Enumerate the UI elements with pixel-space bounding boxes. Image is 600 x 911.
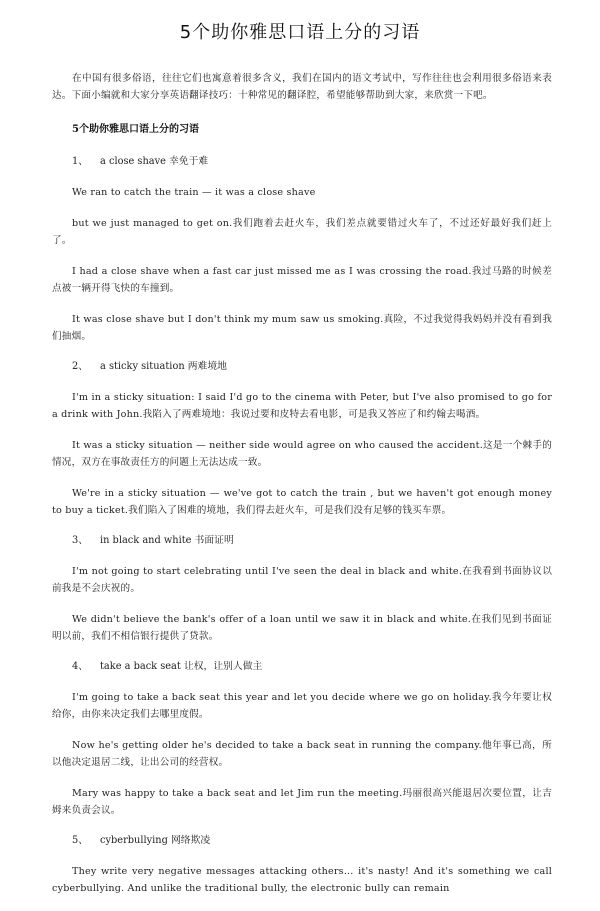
example-paragraph: I'm not going to start celebrating until I've seen the deal in black and white.在我看到书面协议以前我是不会庆祝的。 — [52, 566, 552, 594]
idiom-title: in black and white 书面证明 — [100, 535, 234, 546]
example-paragraph: We didn't believe the bank's offer of a loan until we saw it in black and white.在我们见到书面证明以前，我们不相信银行提供了贷款。 — [52, 614, 552, 642]
example-paragraph: I'm going to take a back seat this year and let you decide where we go on holiday.我今年要让权给你，由你来决定我们去哪里度假。 — [52, 692, 552, 720]
idiom-number: 5、 — [72, 835, 89, 846]
idiom-heading-4 — [52, 659, 552, 675]
idiom-title: a sticky situation 两难境地 — [100, 361, 227, 372]
idiom-number: 1、 — [72, 156, 89, 167]
section-subtitle: 5个助你雅思口语上分的习语 — [72, 124, 199, 135]
idiom-title: a close shave 幸免于难 — [100, 156, 209, 167]
idiom-title: cyberbullying 网络欺凌 — [100, 835, 211, 846]
example-paragraph: I'm in a sticky situation: I said I'd go to the cinema with Peter, but I've also promised to go for a drink with John.我陷入了两难境地：我说过要和皮特去看电影，可是我又答应了和约翰去喝酒。 — [52, 392, 552, 420]
document-body — [52, 70, 552, 911]
example-paragraph: We ran to catch the train — it was a close shave — [72, 187, 316, 198]
intro-paragraph: 在中国有很多俗语，往往它们也寓意着很多含义，我们在国内的语文考试中，写作往往也会利用很多俗语来表达。下面小编就和大家分享英语翻译技巧：十种常见的翻译腔，希望能够帮助到大家，来欣赏一下吧。 — [52, 73, 552, 101]
example-paragraph: Now he's getting older he's decided to take a back seat in running the company.他年事已高，所以他决定退居二线，让出公司的经营权。 — [52, 740, 552, 768]
idiom-number: 3、 — [72, 535, 89, 546]
example-paragraph: Mary was happy to take a back seat and let Jim run the meeting.玛丽很高兴能退居次要位置，让吉姆来负责会议。 — [52, 788, 552, 816]
idiom-heading-1 — [52, 154, 552, 170]
page-title: 5个助你雅思口语上分的习语 — [179, 22, 421, 43]
idiom-number: 4、 — [72, 661, 89, 672]
example-paragraph: I had a close shave when a fast car just missed me as I was crossing the road.我过马路的时候差点被一辆开得飞快的车撞到。 — [52, 266, 552, 294]
example-paragraph: It was a sticky situation — neither side would agree on who caused the accident.这是一个棘手的情况，双方在事故责任方的问题上无法达成一致。 — [52, 440, 552, 468]
example-paragraph: but we just managed to get on.我们跑着去赶火车，我们差点就要错过火车了，不过还好最好我们赶上了。 — [52, 218, 552, 246]
example-paragraph: We're in a sticky situation — we've got to catch the train , but we haven't got enough money to buy a ticket.我们陷入了困难的境地，我们得去赶火车，可是我们没有足够的钱买车票。 — [52, 488, 552, 516]
idiom-heading-2 — [52, 359, 552, 375]
idiom-number: 2、 — [72, 361, 89, 372]
example-paragraph: They write very negative messages attacking others… it's nasty! And it's something we call cyberbullying. And unlike the traditional bully, the electronic bully can remain — [52, 866, 552, 894]
idiom-heading-3 — [52, 533, 552, 549]
example-paragraph: It was close shave but I don't think my mum saw us smoking.真险，不过我觉得我妈妈并没有看到我们抽烟。 — [52, 314, 552, 342]
idiom-heading-5 — [52, 833, 552, 849]
idiom-title: take a back seat 让权，让别人做主 — [100, 661, 263, 672]
